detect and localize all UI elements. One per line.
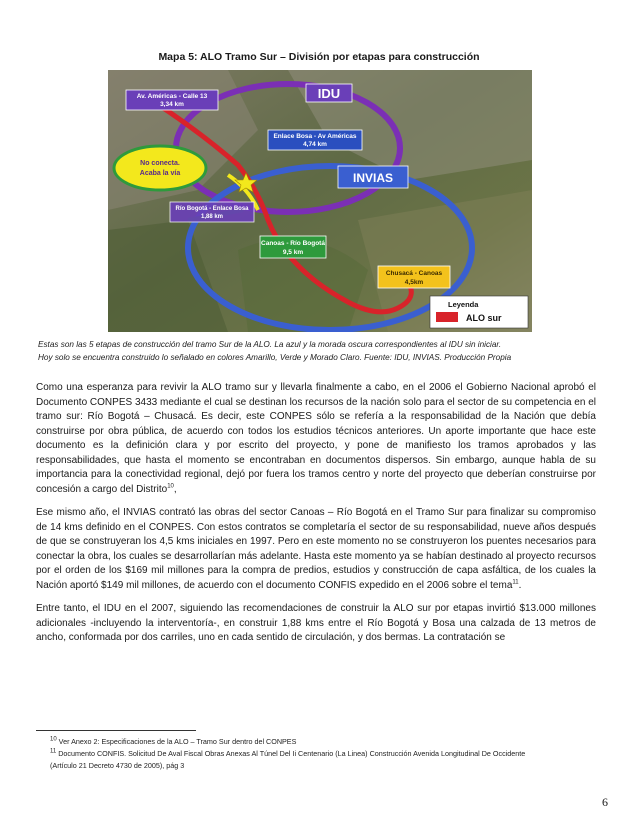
footnote-11-cont: (Artículo 21 Decreto 4730 de 2005), pág 3 [50, 761, 185, 770]
map-title: Mapa 5: ALO Tramo Sur – División por etapas para construcción [158, 51, 480, 63]
seg1-length: 3,34 km [160, 101, 184, 108]
caption-line-2: Hoy solo se encuentra construido lo señalado en colores Amarillo, Verde y Morado Claro. Fuente: IDU, INVIAS. Producción Propia [38, 353, 512, 362]
construction-stages-map [108, 70, 532, 332]
footnote-11: $^{11}$ Documento CONFIS. Solicitud De Aval Fiscal Obras Anexas Al Túnel Del Ii Centenario (La Linea) Construcción Avenida Longitudinal De Occidente [50, 748, 526, 758]
footnote-10: $^{10}$ Ver Anexo 2: Especificaciones de la ALO – Tramo Sur dentro del CONPES [50, 736, 297, 746]
no-conecta-bubble [114, 146, 206, 190]
footnote-separator [36, 730, 196, 731]
seg5-length: 4,5km [404, 279, 424, 286]
map-caption [38, 338, 608, 364]
legend-title: Leyenda [448, 300, 479, 309]
seg2-name: Enlace Bosa - Av Américas [273, 133, 357, 140]
seg4-name: Canoas - Río Bogotá [261, 240, 325, 247]
body-text [36, 381, 596, 655]
invias-label: INVIAS [352, 171, 394, 185]
no-conecta-line2: Acaba la vía [139, 170, 181, 177]
paragraph-2: Ese mismo año, el INVIAS contrató las obras del sector Canoas – Río Bogotá en el Tramo Sur para finalizar su compromiso de 14 kms definido en el CONPES. Con estos contratos se completaría el sector de su responsabilidad, nueve años después de que se construyeran los 4,5 kms iniciales en 1997. Pero en este momento no se construyeron los puentes necesarios para conectar la obra, los cuales se desarrollarían más adelante. Hasta este momento ya se habían destinado al proyecto recursos por el orden de los $169 mil millones para la compra de predios, estudios y construcción de capa asfáltica, de los cuales la Nación aportó $149 mil millones, de acuerdo con el documento CONFIS expedido en el 2006 sobre el tema$^{11}$. [36, 507, 596, 591]
seg1-name: Av. Américas - Calle 13 [136, 93, 208, 100]
paragraph-1: Como una esperanza para revivir la ALO tramo sur y llevarla finalmente a cabo, en el 2006 el Gobierno Nacional aprobó el Documento CONPES 3433 mediante el cual se destinan los recursos de la nación solo para el sector de su competencia en el tramo sur: Río Bogotá – Chusacá. Es decir, este CONPES sólo se refería a la responsabilidad de la Nación que debía construirse por obra pública, de acuerdo con todos los estudios técnicos anteriores. Un aporte importante que hace este documento es la definición clara y por escrito del proyecto, y pone de manifiesto los tramos aprobados y las responsabilidades, que hasta el momento se encontraban en documentos dispersos. Sin embargo, aunque habla de su importancia para la conectividad regional, dejó por fuera los tramos centro y norte del proyecto que deberían construirse por concesión a cargo del Distrito$^{10}$, [36, 382, 596, 495]
footnote-ref-10[interactable]: 10 [167, 483, 174, 490]
no-conecta-line1: No conecta. [140, 160, 180, 167]
seg2-length: 4,74 km [303, 141, 327, 148]
seg4-length: 9,5 km [282, 249, 304, 256]
paragraph-3: Entre tanto, el IDU en el 2007, siguiendo las recomendaciones de construir la ALO sur por etapas invirtió $13.000 millones adicionales -incluyendo la interventoría-, en construir 1,88 kms entre el Río Bogotá y Bosa una calzada de 13 metros de ancho, conformada por dos carriles, uno en cada sentido de circulación, y dos bermas. La contratación se [36, 603, 596, 643]
seg5-name: Chusacá - Canoas [385, 270, 443, 277]
footnote-ref-11[interactable]: 11 [512, 579, 519, 586]
caption-line-1: Estas son las 5 etapas de construcción del tramo Sur de la ALO. La azul y la morada oscura correspondientes al IDU sin iniciar. [38, 340, 502, 349]
idu-label: IDU [317, 86, 341, 101]
legend-label: ALO sur [466, 313, 502, 323]
legend-swatch [436, 312, 458, 322]
seg3-length: 1,88 km [200, 214, 224, 220]
seg3-name: Río Bogotá - Enlace Bosa [175, 206, 249, 212]
page-number: 6 [602, 795, 608, 809]
